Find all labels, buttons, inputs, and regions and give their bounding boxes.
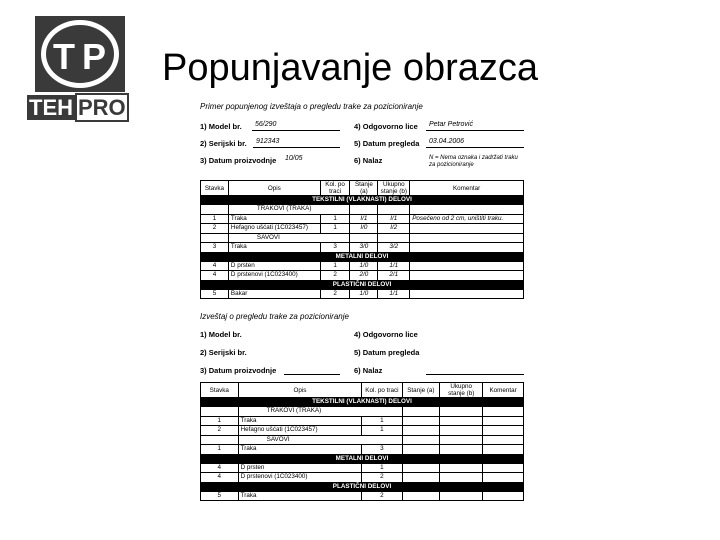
responsible-label: 4) Odgovorno lice — [354, 330, 418, 339]
comment-input-cell[interactable] — [483, 491, 524, 501]
logo-word-teh: TEH — [29, 95, 73, 120]
item-cell: 1 — [201, 445, 239, 455]
table-row — [201, 445, 524, 455]
table-row — [201, 491, 524, 501]
section-band — [201, 482, 524, 491]
item-cell: 4 — [201, 271, 229, 281]
table-row — [201, 473, 524, 483]
comment-cell — [410, 271, 524, 281]
finding-label: 6) Nalaz — [354, 366, 383, 375]
empty-cell — [378, 205, 410, 215]
subsection-row — [201, 233, 524, 243]
blank-form — [200, 312, 530, 512]
description-cell: Traka — [228, 214, 320, 224]
example-row-serial — [200, 139, 530, 151]
description-cell: Traka — [228, 243, 320, 253]
state-input-cell[interactable] — [402, 491, 440, 501]
table-row — [201, 271, 524, 281]
quantity-cell: 1 — [362, 463, 402, 473]
date-label: 5) Datum pregleda — [354, 348, 420, 357]
empty-cell — [402, 435, 440, 445]
comment-input-cell[interactable] — [483, 463, 524, 473]
comment-input-cell[interactable] — [483, 426, 524, 436]
col-header: Komentar — [410, 181, 524, 196]
empty-cell — [410, 233, 524, 243]
subsection-label: ŠAVOVI — [228, 233, 350, 243]
item-cell: 5 — [201, 491, 239, 501]
serial-value: 912343 — [253, 138, 340, 148]
section-band — [201, 252, 524, 261]
model-label: 1) Model br. — [200, 330, 242, 339]
item-cell: 2 — [201, 426, 239, 436]
subsection-label: ŠAVOVI — [238, 435, 402, 445]
total-cell: 2/1 — [378, 271, 410, 281]
description-cell: Traka — [238, 416, 362, 426]
item-cell: 1 — [201, 416, 239, 426]
description-cell: Traka — [238, 445, 362, 455]
quantity-cell: 1 — [320, 214, 350, 224]
model-value: 56/290 — [252, 121, 340, 131]
quantity-cell: 3 — [362, 445, 402, 455]
responsible-value: Petar Petrović — [426, 121, 524, 131]
comment-cell — [410, 243, 524, 253]
empty-cell — [350, 233, 378, 243]
comment-input-cell[interactable] — [483, 416, 524, 426]
serial-label: 2) Serijski br. — [200, 139, 247, 148]
blank-inspection-table — [200, 382, 524, 501]
empty-cell — [201, 205, 229, 215]
subsection-label: TRAKOVI (TRAKA) — [228, 205, 350, 215]
comment-cell — [410, 261, 524, 271]
description-cell: Bakar — [228, 289, 320, 299]
blank-form-heading: Izveštaj o pregledu trake za pozicioniranje — [200, 312, 349, 321]
production-value: 10/05 — [285, 155, 303, 162]
state-input-cell[interactable] — [402, 473, 440, 483]
col-header: Ukupno stanje (b) — [440, 383, 483, 398]
example-form-heading: Primer popunjenog izveštaja o pregledu trake za pozicioniranje — [200, 102, 423, 111]
col-header: Opis — [238, 383, 362, 398]
finding-value: N = Nema oznaka i zadržati traku za pozicioniranje — [429, 155, 518, 168]
item-cell: 1 — [201, 214, 229, 224]
finding-blank-line[interactable] — [426, 365, 524, 375]
comment-cell — [410, 224, 524, 234]
description-cell: Hefagno ušćati (1C023457) — [238, 426, 362, 436]
section-band-label: PLASTIČNI DELOVI — [201, 482, 524, 491]
subsection-row — [201, 407, 524, 417]
quantity-cell: 3 — [320, 243, 350, 253]
empty-cell — [201, 407, 239, 417]
quantity-cell: 2 — [320, 289, 350, 299]
comment-cell — [410, 289, 524, 299]
empty-cell — [410, 205, 524, 215]
total-input-cell[interactable] — [440, 445, 483, 455]
section-band — [201, 280, 524, 289]
description-cell: Hefagno ušćati (1C023457) — [228, 224, 320, 234]
section-band-label: TEKSTILNI (VLAKNASTI) DELOVI — [201, 196, 524, 205]
logo-letter-p: P — [81, 36, 106, 77]
item-cell: 4 — [201, 463, 239, 473]
empty-cell — [378, 233, 410, 243]
subsection-row — [201, 205, 524, 215]
production-label: 3) Datum proizvodnje — [200, 156, 277, 165]
blank-row-model — [200, 330, 530, 342]
col-header: Stavka — [201, 383, 239, 398]
section-band-label: METALNI DELOVI — [201, 252, 524, 261]
item-cell: 5 — [201, 289, 229, 299]
table-row — [201, 224, 524, 234]
total-cell: 3/2 — [378, 243, 410, 253]
col-header: Stanje (a) — [402, 383, 440, 398]
item-cell: 4 — [201, 473, 239, 483]
example-form — [200, 102, 530, 302]
comment-cell: Posečeno od 2 cm, uništiti traku. — [410, 214, 524, 224]
empty-cell — [350, 205, 378, 215]
state-cell: I/0 — [350, 224, 378, 234]
production-label: 3) Datum proizvodnje — [200, 366, 277, 375]
col-header: Opis — [228, 181, 320, 196]
section-band — [201, 454, 524, 463]
quantity-cell: 1 — [320, 224, 350, 234]
logo-word-pro: PRO — [75, 93, 129, 122]
model-label: 1) Model br. — [200, 122, 242, 131]
description-cell: D prstenovi (1C023400) — [228, 271, 320, 281]
section-band — [201, 196, 524, 205]
table-row — [201, 214, 524, 224]
table-row — [201, 426, 524, 436]
date-label: 5) Datum pregleda — [354, 139, 420, 148]
subsection-label: TRAKOVI (TRAKA) — [238, 407, 402, 417]
serial-label: 2) Serijski br. — [200, 348, 247, 357]
item-cell: 2 — [201, 224, 229, 234]
example-row-model — [200, 122, 530, 134]
description-cell: D prsten — [228, 261, 320, 271]
responsible-label: 4) Odgovorno lice — [354, 122, 418, 131]
quantity-cell: 1 — [320, 261, 350, 271]
finding-label: 6) Nalaz — [354, 156, 383, 165]
empty-cell — [483, 435, 524, 445]
empty-cell — [402, 407, 440, 417]
total-input-cell[interactable] — [440, 416, 483, 426]
slide-title: Popunjavanje obrazca — [162, 47, 539, 89]
description-cell: D prstenovi (1C023400) — [238, 473, 362, 483]
total-cell: I/2 — [378, 224, 410, 234]
table-row — [201, 416, 524, 426]
total-cell: 1/1 — [378, 261, 410, 271]
col-header: Komentar — [483, 383, 524, 398]
section-band-label: PLASTIČNI DELOVI — [201, 280, 524, 289]
item-cell: 4 — [201, 261, 229, 271]
logo-letter-t: T — [53, 36, 75, 77]
quantity-cell: 1 — [362, 426, 402, 436]
state-cell: 1/0 — [350, 261, 378, 271]
table-row — [201, 289, 524, 299]
comment-input-cell[interactable] — [483, 445, 524, 455]
production-blank-line[interactable] — [284, 365, 340, 375]
item-cell: 3 — [201, 243, 229, 253]
state-cell: 1/0 — [350, 289, 378, 299]
col-header: Stanje (a) — [350, 181, 378, 196]
section-band-label: TEKSTILNI (VLAKNASTI) DELOVI — [201, 398, 524, 407]
state-input-cell[interactable] — [402, 426, 440, 436]
empty-cell — [201, 435, 239, 445]
state-input-cell[interactable] — [402, 445, 440, 455]
subsection-row — [201, 435, 524, 445]
table-row — [201, 261, 524, 271]
example-inspection-table — [200, 180, 524, 299]
quantity-cell: 2 — [362, 491, 402, 501]
description-cell: D prsten — [238, 463, 362, 473]
col-header: Kol. po traci — [320, 181, 350, 196]
empty-cell — [483, 407, 524, 417]
quantity-cell: 1 — [362, 416, 402, 426]
logo-wordmark — [27, 95, 133, 121]
total-cell: 1/1 — [378, 289, 410, 299]
table-row — [201, 243, 524, 253]
quantity-cell: 2 — [320, 271, 350, 281]
tehpro-logo — [27, 16, 133, 122]
table-row — [201, 463, 524, 473]
col-header: Kol. po traci — [362, 383, 402, 398]
description-cell: Traka — [238, 491, 362, 501]
comment-input-cell[interactable] — [483, 473, 524, 483]
total-input-cell[interactable] — [440, 473, 483, 483]
example-row-production — [200, 156, 530, 168]
state-input-cell[interactable] — [402, 416, 440, 426]
date-value: 03.04.2006 — [426, 138, 524, 148]
total-input-cell[interactable] — [440, 463, 483, 473]
empty-cell — [440, 435, 483, 445]
state-input-cell[interactable] — [402, 463, 440, 473]
section-band-label: METALNI DELOVI — [201, 454, 524, 463]
table-header-row — [201, 383, 524, 398]
quantity-cell: 2 — [362, 473, 402, 483]
section-band — [201, 398, 524, 407]
state-cell: 2/0 — [350, 271, 378, 281]
empty-cell — [440, 407, 483, 417]
blank-row-serial — [200, 348, 530, 360]
col-header: Stavka — [201, 181, 229, 196]
col-header: Ukupno stanje (b) — [378, 181, 410, 196]
empty-cell — [201, 233, 229, 243]
total-input-cell[interactable] — [440, 426, 483, 436]
state-cell: 3/0 — [350, 243, 378, 253]
table-header-row — [201, 181, 524, 196]
total-input-cell[interactable] — [440, 491, 483, 501]
state-cell: I/1 — [350, 214, 378, 224]
total-cell: I/1 — [378, 214, 410, 224]
blank-row-production — [200, 366, 530, 378]
